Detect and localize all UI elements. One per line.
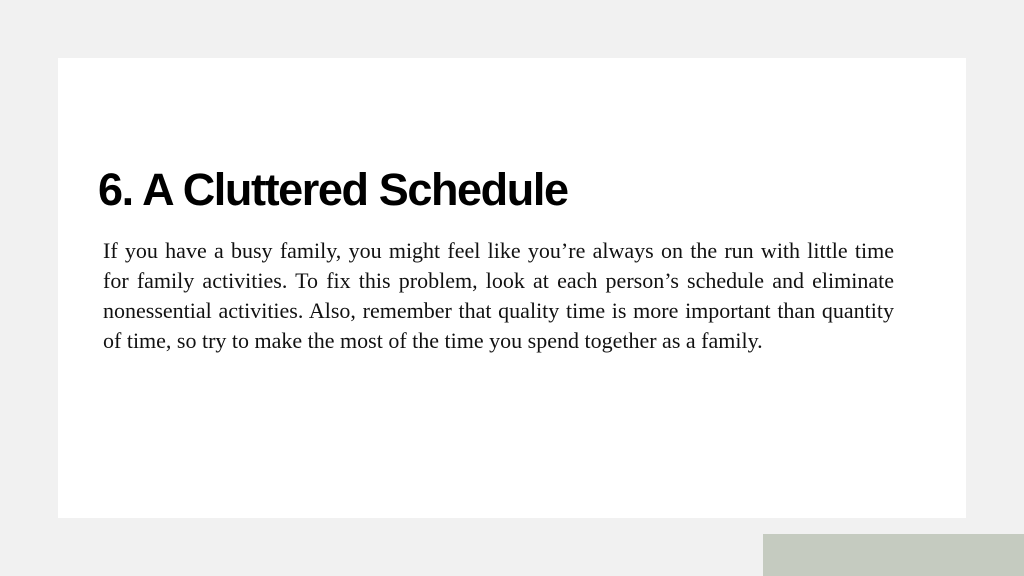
decorative-corner-block xyxy=(763,534,1024,576)
slide-card xyxy=(58,58,966,518)
slide-body-text: If you have a busy family, you might feel like you’re always on the run with little time for family activities. To fix this problem, look at each person’s schedule and eliminate nonessential activities. Also, remember that quality time is more important than quantity of time, so try to make the most of the time you spend together as a family. xyxy=(103,238,894,353)
slide-title: 6. A Cluttered Schedule xyxy=(98,164,568,215)
